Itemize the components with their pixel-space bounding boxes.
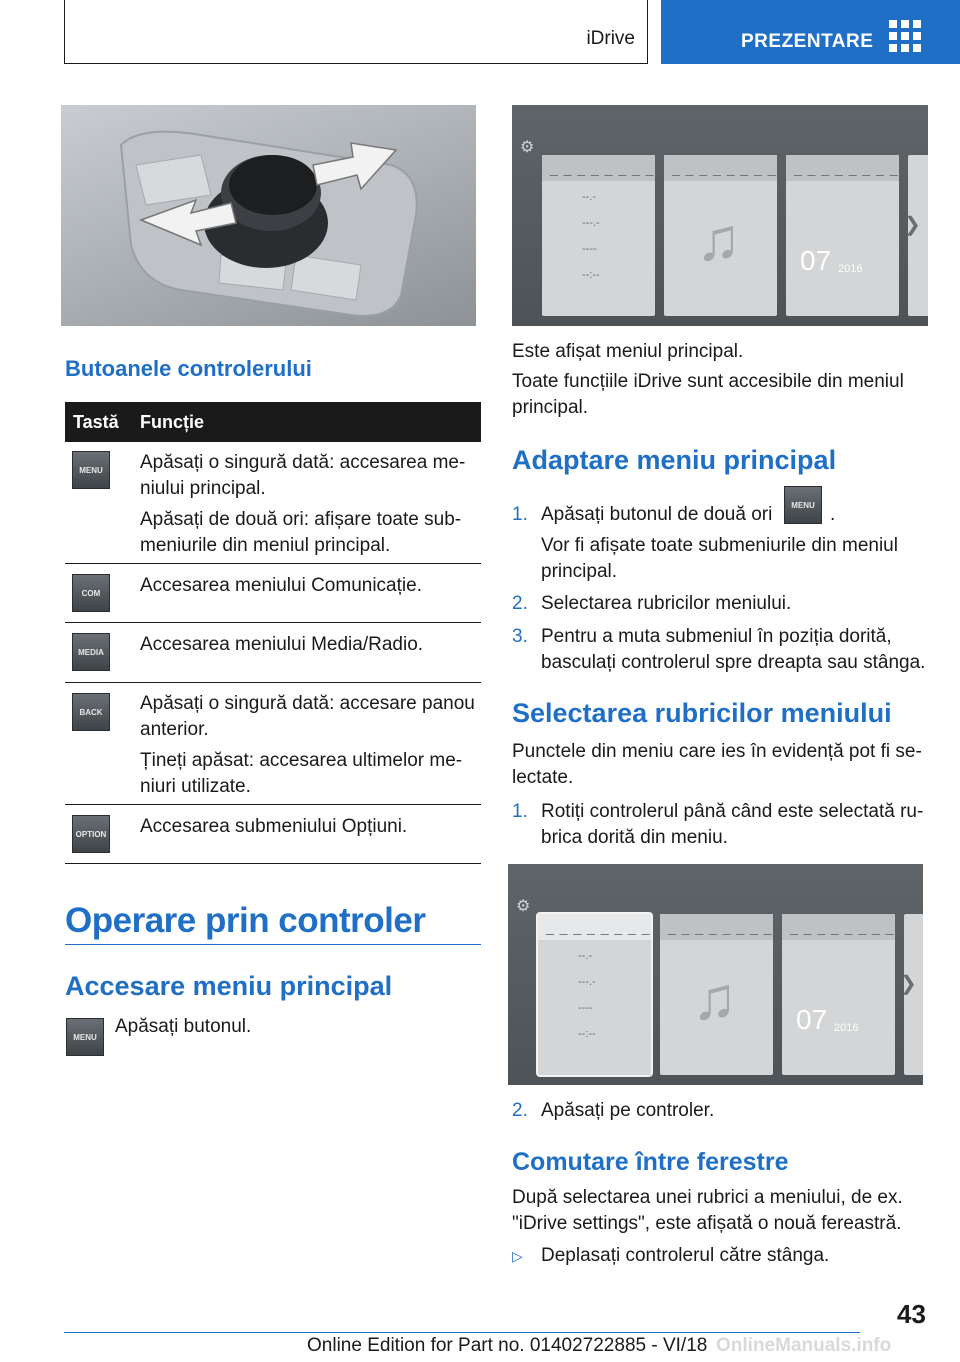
header-section-box [64,0,648,64]
media-tile [664,155,777,316]
communication-tile [782,914,895,1075]
idrive-logo-icon: ⚙ [516,898,531,915]
date-day: 07 [800,245,832,276]
option-key-icon: OPTION [72,815,110,853]
grid-menu-icon [889,20,921,52]
tile-row-3: ---- [582,243,597,255]
footer-edition-text: Online Edition for Part no. 01402722885 - VI/18 [307,1335,708,1356]
tile-row-4: --:-- [582,269,600,281]
step-3-text: Pentru a muta submeniul în poziția dorită, basculați controlerul spre dreapta sau stânga. [541,626,926,673]
tile-row-2: ---.- [578,976,596,988]
vehicle-info-tile [542,155,655,316]
tile-row-3: ---- [578,1002,593,1014]
watermark-site: OnlineManuals.info [716,1335,892,1356]
idrive-main-menu-screenshot [512,105,928,326]
operare-title: Operare prin controler [65,901,426,940]
step-1-text: Apăsați butonul de două ori [541,504,773,525]
header-chapter-title: PREZENTARE [741,31,874,52]
adapt-main-menu-heading: Adaptare meniu principal [512,445,837,475]
switch-windows-heading: Comutare între ferestre [512,1148,789,1176]
col-function-header: Funcție [140,412,205,432]
table-row-back-line1: Apăsați o singură dată: accesare panou anterior. [140,693,475,740]
header-chapter-tab[interactable] [661,0,960,64]
footer-rule [64,1332,860,1333]
tile-row-2: ---.- [582,217,600,229]
rotate-step-text: Rotiți controlerul până când este selectată ru‐brica dorită din meniu. [541,801,924,848]
media-tile [660,914,773,1075]
communication-tile [786,155,899,316]
functions-accessible-text: Toate funcțiile iDrive sunt accesibile din meniul principal. [512,371,904,418]
press-step-text: Apăsați pe controler. [541,1100,715,1121]
row-divider [65,622,481,623]
controller-photo [61,105,476,326]
tile-header: _ _ _ _ _ _ _ _ [538,914,651,940]
tile-row-1: --.- [582,191,597,203]
music-note-icon: ♫ [692,965,737,1032]
idrive-logo-icon: ⚙ [520,139,535,156]
operare-subtitle: Accesare meniu principal [65,971,393,1001]
page-number: 43 [897,1299,926,1329]
row-divider [65,563,481,564]
table-header [65,402,481,442]
col-key-header: Tastă [73,412,119,432]
table-row-menu-line1: Apăsați o singură dată: accesarea me‐niului principal. [140,452,466,499]
table-row-back-line2: Țineți apăsat: accesarea ultimelor me‐niuri utilizate. [140,750,463,797]
menu-key-icon: MENU [66,1018,104,1056]
date-year: 2016 [838,263,863,275]
step-number: 1. [512,801,528,822]
chevron-right-icon: ❯ [904,214,921,236]
step-1-end: . [830,504,836,525]
date-day: 07 [796,1004,828,1035]
operare-text: Apăsați butonul. [115,1016,252,1037]
table-row-option: Accesarea submeniului Opțiuni. [140,816,408,837]
table-bottom-rule [65,863,481,864]
tile-header: _ _ _ _ _ _ _ _ [782,914,895,940]
idrive-selection-screenshot [508,864,923,1085]
triangle-bullet-icon: ▷ [512,1248,523,1264]
switch-windows-text: După selectarea unei rubrici a meniului, de ex. "iDrive settings", este afișată o nouă fereastră. [512,1187,903,1234]
tile-row-4: --:-- [578,1028,596,1040]
select-items-heading: Selectarea rubricilor meniului [512,698,892,728]
music-note-icon: ♫ [696,206,741,273]
step-number: 2. [512,593,528,614]
step-2-text: Selectarea rubricilor meniului. [541,593,792,614]
row-divider [65,804,481,805]
media-key-icon: MEDIA [72,633,110,671]
back-key-icon: BACK [72,693,110,731]
step-number: 2. [512,1100,528,1121]
menu-key-icon: MENU [72,451,110,489]
chevron-right-icon: ❯ [900,973,917,995]
row-divider [65,682,481,683]
tile-header: _ _ _ _ _ _ _ _ [786,155,899,181]
table-row-com: Accesarea meniului Comunicație. [140,575,422,596]
step-1-result: Vor fi afișate toate submeniurile din meniul principal. [541,535,898,582]
tile-header: _ _ _ _ _ _ _ _ [664,155,777,181]
menu-key-icon: MENU [784,486,822,524]
header-section-title: iDrive [586,28,635,49]
step-number: 1. [512,504,528,525]
step-number: 3. [512,626,528,647]
tile-header: _ _ _ _ _ _ _ _ [542,155,655,181]
table-row-media: Accesarea meniului Media/Radio. [140,634,424,655]
title-rule [65,944,481,945]
com-key-icon: COM [72,574,110,612]
select-items-text: Punctele din meniu care ies în evidență pot fi se‐lectate. [512,741,922,788]
main-menu-shown-text: Este afișat meniul principal. [512,341,744,362]
controller-buttons-heading: Butoanele controlerului [65,356,312,381]
tile-row-1: --.- [578,950,593,962]
tile-header: _ _ _ _ _ _ _ _ [660,914,773,940]
date-year: 2016 [834,1022,859,1034]
vehicle-info-tile-selected [538,914,651,1075]
move-left-text: Deplasați controlerul către stânga. [541,1245,830,1266]
table-row-menu-line2: Apăsați de două ori: afișare toate sub‐meniurile din meniul principal. [140,509,462,556]
